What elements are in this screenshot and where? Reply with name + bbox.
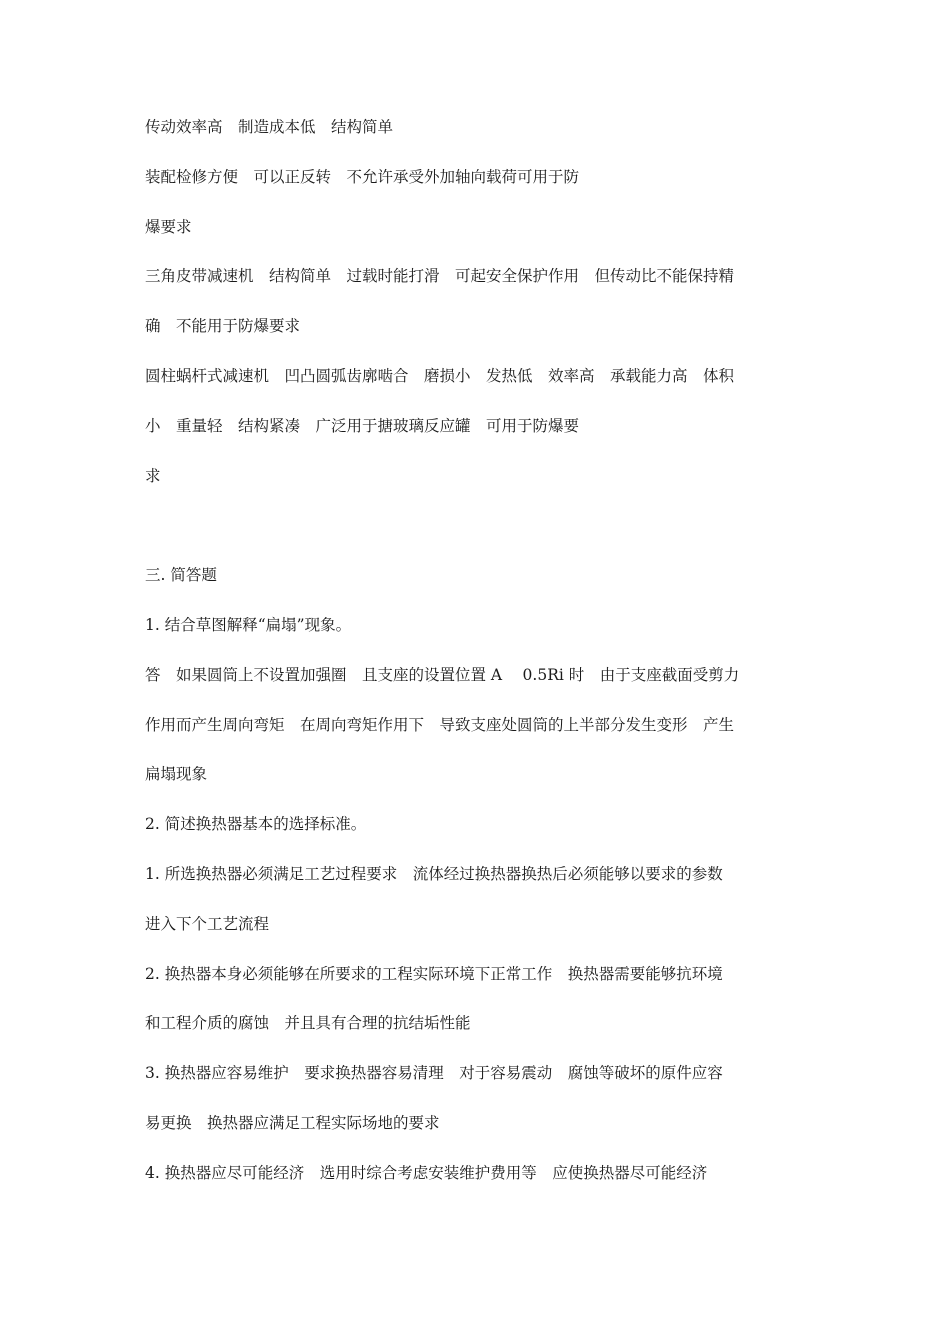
- text-line: 圆柱蜗杆式减速机 凹凸圆弧齿廓啮合 磨损小 发热低 效率高 承载能力高 体积: [145, 366, 735, 385]
- answer-2-line: 2. 换热器本身必须能够在所要求的工程实际环境下正常工作 换热器需要能够抗环境: [145, 964, 723, 983]
- question-2: 2. 简述换热器基本的选择标准。: [145, 815, 367, 834]
- text-line: 求: [145, 466, 161, 485]
- text-line: 小 重量轻 结构紧凑 广泛用于搪玻璃反应罐 可用于防爆要: [145, 416, 580, 435]
- section-heading: 三. 简答题: [145, 566, 217, 585]
- answer-1-line: 扁塌现象: [145, 765, 208, 784]
- answer-2-line: 4. 换热器应尽可能经济 选用时综合考虑安装维护费用等 应使换热器尽可能经济: [145, 1163, 708, 1182]
- text-line: 装配检修方便 可以正反转 不允许承受外加轴向载荷可用于防: [145, 167, 580, 186]
- text-line: 传动效率高 制造成本低 结构简单: [145, 118, 394, 136]
- question-1: 1. 结合草图解释“扁塌”现象。: [145, 615, 352, 634]
- answer-2-line: 易更换 换热器应满足工程实际场地的要求: [145, 1113, 440, 1132]
- text-line: 三角皮带减速机 结构简单 过载时能打滑 可起安全保护作用 但传动比不能保持精: [145, 267, 735, 286]
- answer-1-line: 作用而产生周向弯矩 在周向弯矩作用下 导致支座处圆筒的上半部分发生变形 产生: [145, 715, 735, 734]
- answer-2-line: 进入下个工艺流程: [145, 914, 270, 933]
- answer-2-line: 和工程介质的腐蚀 并且具有合理的抗结垢性能: [145, 1014, 471, 1033]
- answer-2-line: 1. 所选换热器必须满足工艺过程要求 流体经过换热器换热后必须能够以要求的参数: [145, 864, 723, 883]
- text-line: 爆要求: [145, 217, 192, 236]
- text-line: 确 不能用于防爆要求: [145, 317, 301, 336]
- answer-2-line: 3. 换热器应容易维护 要求换热器容易清理 对于容易震动 腐蚀等破坏的原件应容: [145, 1064, 723, 1083]
- document-body: [145, 113, 805, 1209]
- blank-line: [145, 511, 805, 561]
- answer-1-line: 答 如果圆筒上不设置加强圈 且支座的设置位置 A 0.5Ri 时 由于支座截面受剪力: [145, 665, 740, 684]
